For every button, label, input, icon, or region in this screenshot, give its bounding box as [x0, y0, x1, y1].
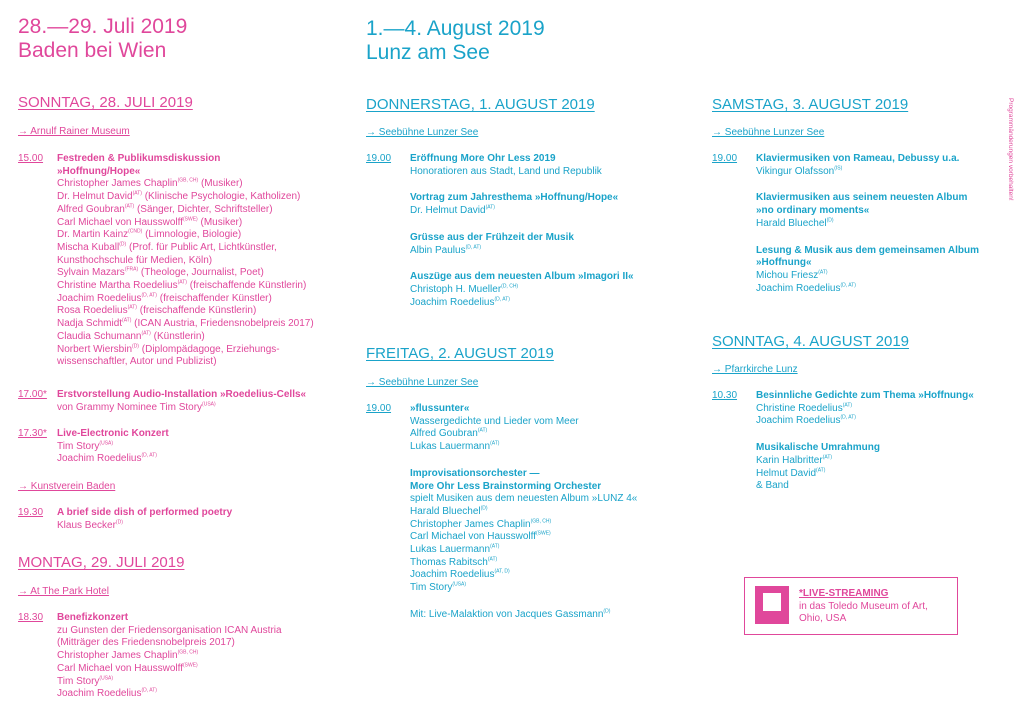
baden-city: Baden bei Wien: [18, 39, 167, 62]
participant: von Grammy Nominee Tim Story$^{(USA)}$: [57, 401, 216, 413]
participant: Joachim Roedelius$^{(D, AT)}$: [57, 687, 157, 700]
event-title: Besinnliche Gedichte zum Thema »Hoffnung«: [756, 390, 974, 401]
event-time: 19.00: [712, 153, 738, 164]
event-title: Auszüge aus dem neuesten Album »Imagori II«: [410, 271, 634, 283]
event-title: »flussunter«: [410, 403, 470, 414]
participant: Christine Roedelius$^{(AT)}$: [756, 402, 853, 414]
event-title: »no ordinary moments«: [756, 205, 870, 217]
livestream-box: [744, 577, 958, 635]
participant: Carl Michael von Hausswolff$^{(SWE)}$: [57, 662, 198, 674]
participant: Albin Paulus$^{(D, AT)}$: [410, 244, 482, 256]
livestream-line: Ohio, USA: [799, 613, 847, 625]
event-title: Live-Electronic Konzert: [57, 428, 169, 439]
event-freitag: [366, 403, 686, 622]
event-title: More Ohr Less Brainstorming Orchester: [410, 480, 602, 492]
venue-pfarrkirche-lunz[interactable]: → Pfarrkirche Lunz: [712, 364, 798, 375]
event-description: Mit: Live-Malaktion von Jacques Gassmann$^{(D)}$: [410, 608, 611, 620]
event-samstag: [712, 153, 1002, 295]
event-time: 15.00: [18, 153, 44, 164]
day-heading-sonntag-4: SONNTAG, 4. AUGUST 2019: [712, 333, 910, 350]
participant: Mischa Kuball$^{(D)}$ (Prof. für Public Art, Lichtkünstler,: [57, 241, 277, 253]
participant: Carl Michael von Hausswolff$^{(SWE)}$ (Musiker): [57, 216, 243, 228]
day-heading-freitag-2: FREITAG, 2. AUGUST 2019: [366, 345, 554, 362]
event-description: (Mitträger des Friedensnobelpreis 2017): [57, 637, 235, 649]
event-description: Wassergedichte und Lieder vom Meer: [410, 415, 579, 427]
event-description: spielt Musiken aus dem neuesten Album »LUNZ 4«: [410, 493, 638, 505]
event-title: Lesung & Musik aus dem gemeinsamen Album: [756, 244, 980, 256]
participant: Michou Friesz$^{(AT)}$: [756, 269, 828, 281]
toledo-museum-logo-icon: [755, 586, 789, 624]
participant: Nadja Schmidt$^{(AT)}$ (ICAN Austria, Friedensnobelpreis 2017): [57, 317, 314, 330]
event-time: 10.30: [712, 390, 738, 401]
participant: Christine Martha Roedelius$^{(AT)}$ (freischaffende Künstlerin): [57, 279, 307, 292]
participant: Alfred Goubran$^{(AT)}$: [410, 428, 488, 440]
program-block: [756, 442, 1002, 493]
participant: Claudia Schumann$^{(AT)}$ (Künstlerin): [57, 330, 205, 342]
participant: Joachim Roedelius$^{(D, AT)}$ (freischaffender Künstler): [57, 292, 272, 304]
participant: Vikingur Olafsson$^{(IS)}$: [756, 165, 843, 177]
participant: wissenschaftler, Autor und Publizist): [57, 356, 217, 368]
participant: Lukas Lauermann$^{(AT)}$: [410, 440, 500, 453]
program-block: [756, 153, 1002, 178]
day-heading-montag-29: MONTAG, 29. JULI 2019: [18, 554, 185, 571]
venue-arnulf-rainer-museum[interactable]: → Arnulf Rainer Museum: [18, 126, 130, 137]
venue-at-the-park-hotel[interactable]: → At The Park Hotel: [18, 586, 109, 597]
participant: Joachim Roedelius$^{(D, AT)}$: [410, 296, 510, 308]
day-heading-sonntag-28: SONNTAG, 28. JULI 2019: [18, 94, 193, 111]
participant: Karin Halbritter$^{(AT)}$: [756, 454, 833, 466]
event-title: Klaviermusiken von Rameau, Debussy u.a.: [756, 153, 960, 164]
event-title: A brief side dish of performed poetry: [57, 507, 233, 518]
event-title: Benefizkonzert: [57, 612, 129, 623]
participant: Alfred Goubran$^{(AT)}$ (Sänger, Dichter, Schriftsteller): [57, 203, 273, 215]
program-block: [410, 153, 686, 178]
day-heading-samstag-3: SAMSTAG, 3. AUGUST 2019: [712, 96, 909, 113]
event-title: Improvisationsorchester —: [410, 467, 540, 479]
participant: Norbert Wiersbin$^{(D)}$ (Diplompädagoge, Erziehungs-: [57, 343, 280, 355]
event-festreden: [18, 153, 338, 369]
lunz-header: [366, 17, 686, 65]
venue-seebuehne-lunzer-see[interactable]: → Seebühne Lunzer See: [366, 127, 479, 138]
lunz-city: Lunz am See: [366, 41, 490, 64]
event-title: Festreden & Publikumsdiskussion: [57, 153, 221, 164]
event-time: 18.30: [18, 612, 44, 623]
venue-seebuehne-lunzer-see[interactable]: → Seebühne Lunzer See: [366, 377, 479, 388]
day-heading-donnerstag-1: DONNERSTAG, 1. AUGUST 2019: [366, 96, 595, 113]
participant: Dr. Helmut David$^{(AT)}$: [410, 204, 495, 217]
program-block: [410, 232, 686, 257]
livestream-line: in das Toledo Museum of Art,: [799, 600, 928, 612]
lunz-dates: 1.—4. August 2019: [366, 17, 545, 40]
event-title: Musikalische Umrahmung: [756, 442, 880, 454]
event-time: 17.30*: [18, 428, 47, 439]
participant: Carl Michael von Hausswolff$^{(SWE)}$: [410, 531, 551, 543]
program-block: [410, 609, 686, 622]
participant: Harald Bluechel$^{(D)}$: [410, 505, 488, 517]
participant: Thomas Rabitsch$^{(AT)}$: [410, 556, 498, 568]
program-block: [756, 390, 1002, 428]
livestream-title[interactable]: *LIVE-STREAMING: [799, 588, 889, 599]
event-audio-installation: [18, 389, 338, 414]
event-time: 19.00: [366, 403, 392, 414]
participant: Harald Bluechel$^{(D)}$: [756, 217, 834, 229]
venue-kunstverein-baden[interactable]: → Kunstverein Baden: [18, 481, 116, 492]
event-live-electronic: [18, 428, 338, 466]
participant: Lukas Lauermann$^{(AT)}$: [410, 543, 500, 556]
program-changes-note: [1004, 98, 1014, 238]
event-title: Erstvorstellung Audio-Installation »Roedelius-Cells«: [57, 389, 307, 400]
event-time: 19.00: [366, 153, 392, 164]
program-block: [410, 271, 686, 309]
event-title: »Hoffnung«: [756, 257, 812, 269]
baden-dates: 28.—29. Juli 2019: [18, 15, 188, 38]
event-description: Honoratioren aus Stadt, Land und Republik: [410, 165, 602, 177]
event-time: 19.30: [18, 507, 44, 518]
event-title: Vortrag zum Jahresthema »Hoffnung/Hope«: [410, 192, 619, 204]
participant: Joachim Roedelius$^{(D, AT)}$: [756, 415, 856, 427]
livestream-text: [799, 588, 928, 626]
participant: Klaus Becker$^{(D)}$: [57, 519, 123, 531]
participant: Sylvain Mazars$^{(FRA)}$ (Theologe, Journalist, Poet): [57, 267, 264, 279]
participant: Joachim Roedelius$^{(AT, D)}$: [410, 569, 510, 581]
program-block: [410, 403, 686, 454]
participant: Christoph H. Mueller$^{(D, CH)}$: [410, 283, 519, 295]
participant: Joachim Roedelius$^{(D, AT)}$: [756, 282, 856, 294]
program-block: [756, 192, 1002, 230]
event-title: Grüsse aus der Frühzeit der Musik: [410, 231, 574, 243]
participant: Rosa Roedelius$^{(AT)}$ (freischaffende Künstlerin): [57, 305, 257, 317]
event-sonntag-lunz: [712, 390, 1002, 493]
participant: Kunsthochschule für Medien, Köln): [57, 254, 213, 266]
participant: Christopher James Chaplin$^{(GB, CH)}$: [410, 518, 552, 530]
participant: Helmut David$^{(AT)}$: [756, 467, 826, 479]
event-time: 17.00*: [18, 389, 47, 400]
program-block: [410, 468, 686, 595]
participant: Christopher James Chaplin$^{(GB, CH)}$: [57, 649, 199, 662]
event-title: »Hoffnung/Hope«: [57, 165, 141, 177]
event-description: zu Gunsten der Friedensorganisation ICAN Austria: [57, 624, 282, 636]
program-block: [410, 192, 686, 217]
baden-header: [18, 15, 338, 63]
program-block: [756, 245, 1002, 296]
participant: Tim Story$^{(USA)}$: [57, 440, 114, 452]
event-donnerstag: [366, 153, 686, 309]
participant: Dr. Martin Kainz$^{(CND)}$ (Limnologie, Biologie): [57, 228, 242, 241]
participant: Tim Story$^{(USA)}$: [57, 675, 114, 687]
participant: Dr. Helmut David$^{(AT)}$ (Klinische Psychologie, Katholizen): [57, 190, 301, 203]
event-title: Klaviermusiken aus seinem neuesten Album: [756, 192, 968, 204]
event-poetry: [18, 507, 338, 532]
participant: Joachim Roedelius$^{(D, AT)}$: [57, 453, 157, 465]
participant: Tim Story$^{(USA)}$: [410, 581, 467, 594]
participant: Christopher James Chaplin$^{(GB, CH)}$ (Musiker): [57, 178, 243, 190]
program-changes-text: Programmänderungen vorbehalten!: [1007, 98, 1014, 201]
venue-seebuehne-lunzer-see[interactable]: → Seebühne Lunzer See: [712, 127, 825, 138]
event-benefizkonzert: [18, 612, 338, 701]
participant: & Band: [756, 480, 789, 492]
event-title: Eröffnung More Ohr Less 2019: [410, 153, 556, 164]
